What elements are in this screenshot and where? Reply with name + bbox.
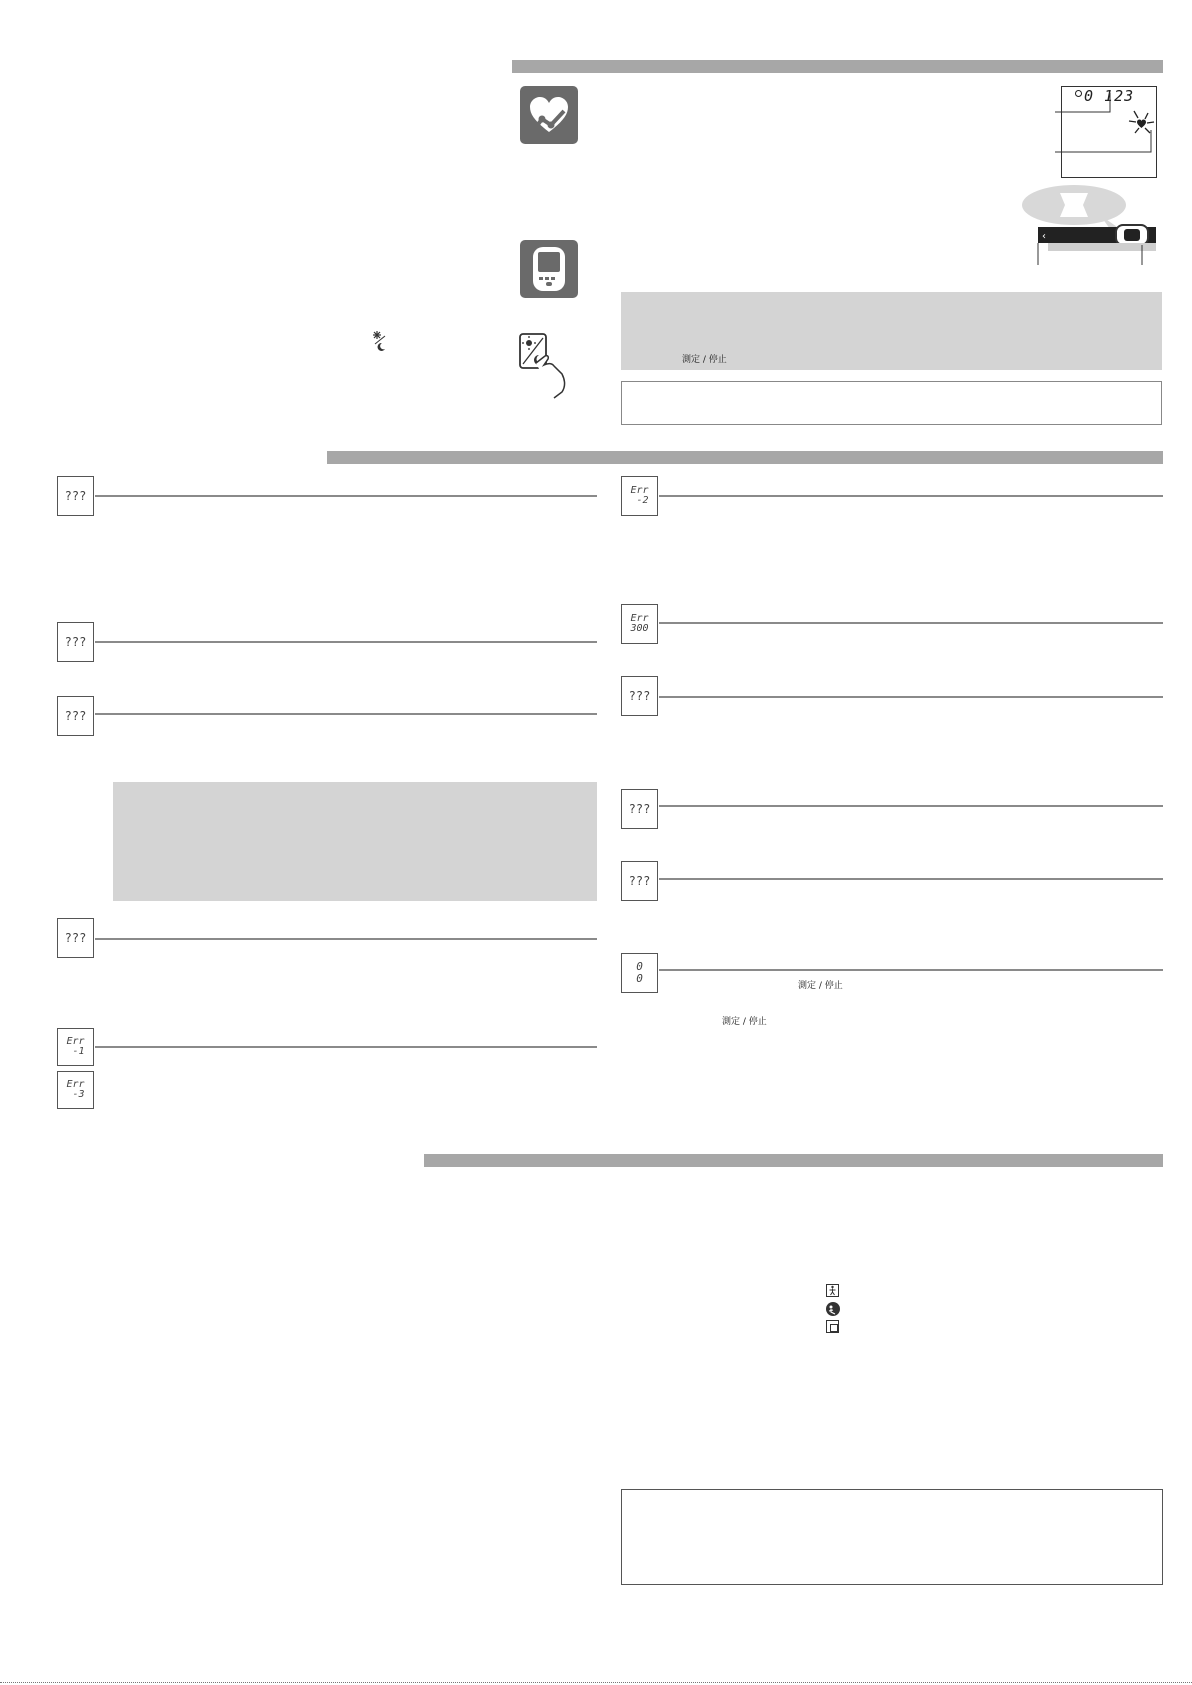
- heart-trend-icon: [520, 86, 578, 144]
- error-code-box: ???: [57, 622, 94, 662]
- error-divider-line: [95, 641, 597, 643]
- error-code-box: ???: [621, 861, 658, 901]
- error-code-box: Err -1: [57, 1028, 94, 1066]
- page-bottom-edge: [0, 1682, 1192, 1683]
- error-divider-line: [95, 1046, 597, 1048]
- lcd-display-value: 0 123: [1084, 87, 1135, 105]
- error-code-box: ???: [57, 476, 94, 516]
- error-section-bar: [327, 451, 1163, 464]
- bottom-section-bar: [424, 1154, 1163, 1167]
- svg-text:‹: ‹: [1042, 231, 1046, 242]
- error-divider-line: [659, 969, 1163, 971]
- bottom-caution-panel: [621, 1489, 1163, 1585]
- monitor-device-icon: [520, 240, 578, 298]
- error-divider-line: [659, 878, 1163, 880]
- error-code-box: ???: [621, 789, 658, 829]
- error-divider-line: [95, 713, 597, 715]
- error-code-box: ???: [57, 918, 94, 958]
- error-code-box: 0 0: [621, 953, 658, 993]
- error-divider-line: [95, 938, 597, 940]
- error-divider-line: [659, 622, 1163, 624]
- error-divider-line: [659, 805, 1163, 807]
- error-code-box: Err -3: [57, 1071, 94, 1109]
- error-code-box: ???: [621, 676, 658, 716]
- double-insulation-icon: [826, 1320, 839, 1333]
- top-note-panel: [621, 292, 1162, 370]
- error-code-box: ???: [57, 696, 94, 736]
- error-note-panel: [113, 782, 597, 901]
- day-night-button-icon: [512, 330, 578, 400]
- type-bf-icon: [826, 1284, 839, 1297]
- error-divider-line: [95, 495, 597, 497]
- cuff-illustration: [1020, 185, 1160, 267]
- error-code-box: Err -2: [621, 476, 658, 516]
- measure-stop-button-label: 測定 / 停止: [682, 355, 727, 365]
- refer-manual-icon: [826, 1302, 840, 1316]
- error-divider-line: [659, 495, 1163, 497]
- error-code-box: Err 300: [621, 604, 658, 644]
- measure-stop-button-label: 測定 / 停止: [798, 981, 843, 991]
- lcd-callout-lines: [1055, 90, 1155, 165]
- top-section-bar: [512, 60, 1163, 73]
- error-divider-line: [659, 696, 1163, 698]
- top-caution-panel: [621, 381, 1162, 425]
- measure-stop-button-label: 測定 / 停止: [722, 1017, 767, 1027]
- day-night-glyph-icon: [372, 330, 388, 352]
